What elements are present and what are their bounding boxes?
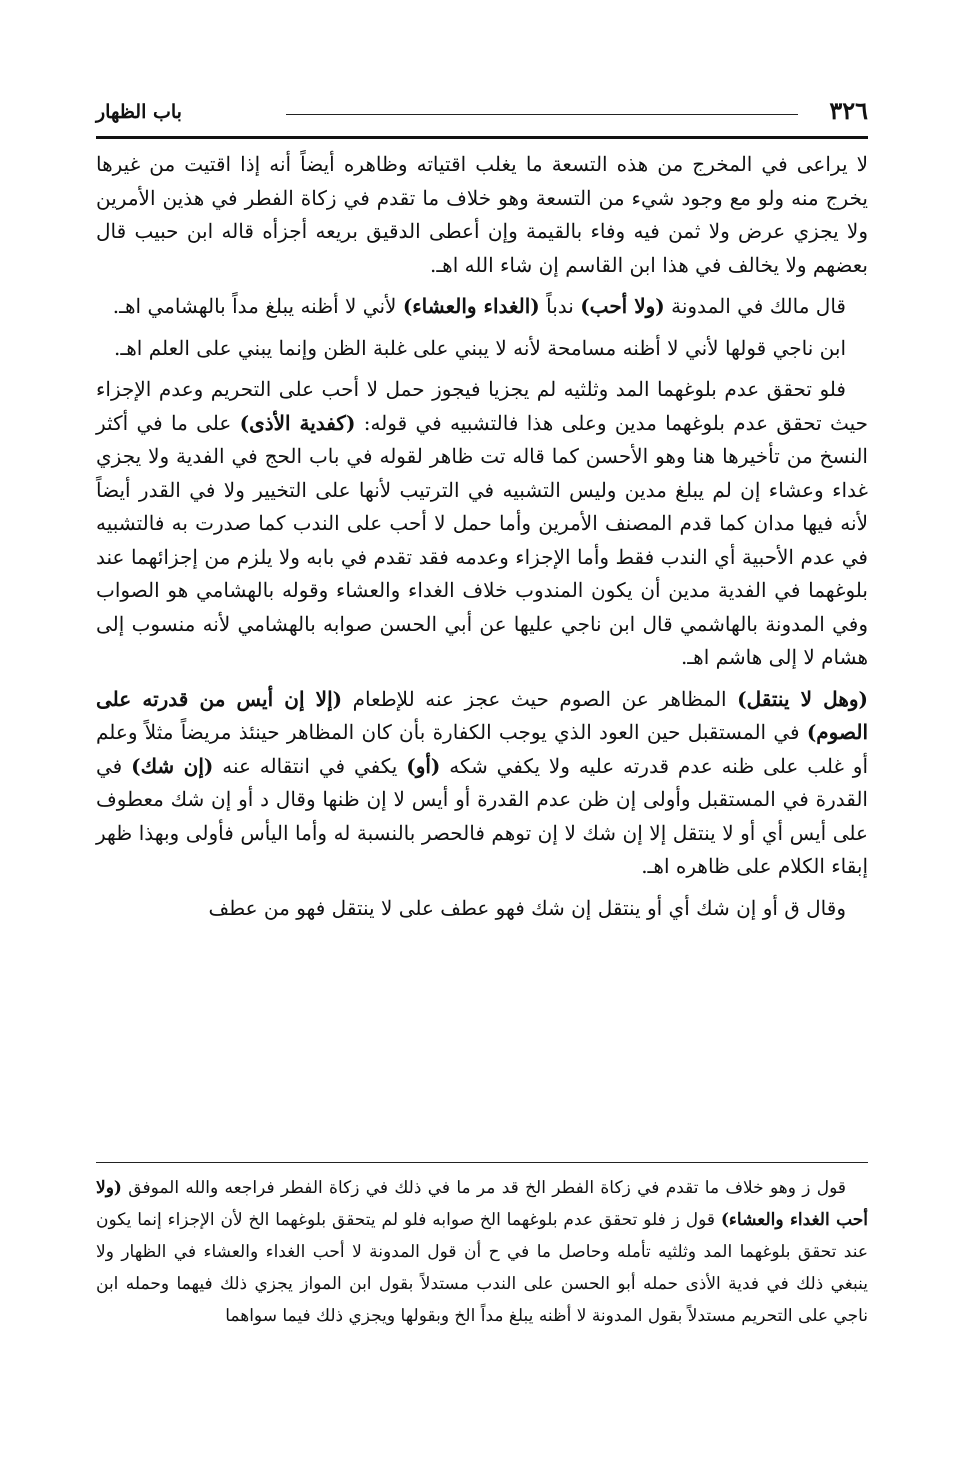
bold-matn-text: (وهل لا ينتقل): [737, 686, 868, 711]
commentary-text: فلو تحقق عدم بلوغهما المد وثلثيه لم يجزيا فيجوز حمل لا أحب على التحريم وعدم الإجزاء حيث تحقق عدم بلوغهما مدين وعلى هذا فالتشبيه في قوله:: [96, 377, 869, 435]
bold-matn-text: (إلا إن أيس من قدرته على الصوم): [96, 686, 868, 744]
header-divider-line: [286, 114, 798, 115]
bold-matn-text: (إن شك): [131, 753, 214, 778]
main-text: [96, 148, 868, 933]
commentary-text: في القدرة في المستقبل وأولى إن ظن عدم القدرة أو أيس لا إن ظنها وقال د أو إن شك معطوف على أيس أي أو لا ينتقل إلا إن شك لا إن توهم فالحصر بالنسبة له وأما اليأس فأولى وبهذا ظهر إبقاء الكلام على ظاهره اهـ.: [96, 753, 868, 878]
bold-matn-text: (ولا أحب): [580, 294, 665, 318]
page-number: ٣٢٦: [829, 96, 868, 125]
commentary-text: يكفي في انتقاله عنه: [213, 753, 407, 778]
chapter-title: باب الظهار: [96, 101, 182, 123]
paragraph: [96, 290, 868, 324]
bold-matn-text: (أو): [406, 753, 441, 778]
bold-matn-text: (الغداء والعشاء): [402, 294, 540, 318]
commentary-text: لأني لا أظنه يبلغ مداً بالهشامي اهـ.: [112, 294, 403, 318]
footnotes: [96, 1172, 868, 1332]
bold-matn-text: (ولا أحب الغداء والعشاء): [96, 1178, 868, 1230]
paragraph: [96, 892, 868, 926]
paragraph: [96, 373, 868, 675]
commentary-text: قال مالك في المدونة: [664, 294, 846, 318]
commentary-text: قول ز وهو خلاف ما تقدم في زكاة الفطر الخ قد مر ما في ذلك في زكاة الفطر فراجعه والله الموفق: [121, 1178, 846, 1198]
paragraph: [96, 148, 868, 282]
header-rule: [96, 136, 868, 139]
commentary-text: وقال ق أو إن شك أي أو ينتقل إن شك فهو عطف على لا ينتقل فهو من عطف: [208, 895, 846, 920]
commentary-text: قول ز فلو تحقق عدم بلوغهما الخ صوابه فلو لم يتحقق بلوغهما الخ لأن الإجزاء إنما يكون عند تحقق بلوغهما المد وثلثيه تأمله وحاصل ما في ح أن قول المدونة لا أحب الغداء والعشاء في الظهار ولا ينبغي ذلك في فدية الأذى حمله أبو الحسن على الندب مستدلاً بقول ابن المواز يجزي ذلك فيهما وحمله ابن ناجي على التحريم مستدلاً بقول المدونة لا أظنه يبلغ مداً الخ وبقولها ويجزي ذلك فيما سواهما: [96, 1210, 868, 1326]
commentary-text: لا يراعى في المخرج من هذه التسعة ما يغلب اقتياته وظاهره أيضاً أنه إذا اقتيت من غيرها يخرج منه ولو مع وجود شيء من التسعة وهو خلاف ما تقدم في زكاة الفطر في هذين الأمرين ولا يجزي عرض ولا ثمن فيه وفاء بالقيمة وإن أعطى الدقيق بريعه أجزأه قاله ابن حبيب قال بعضهم ولا يخالف في هذا ابن القاسم إن شاء الله اهـ.: [96, 152, 868, 277]
commentary-text: ابن ناجي قولها لأني لا أظنه مسامحة لأنه لا يبني على غلبة الظن وإنما يبني على العلم اهـ.: [114, 335, 846, 360]
commentary-text: المظاهر عن الصوم حيث عجز عنه للإطعام: [342, 686, 738, 711]
page-header: [96, 96, 868, 130]
footnote-separator: [96, 1162, 868, 1163]
bold-matn-text: (كفدية الأذى): [239, 410, 356, 435]
commentary-text: ندباً: [539, 294, 581, 318]
footnote-paragraph: [96, 1172, 868, 1332]
commentary-text: على ما في أكثر النسخ من تأخيرها هنا وهو الأحسن كما قاله تت ظاهر لقوله في باب الحج في الفدية ولا يجزي غداء وعشاء إن لم يبلغ مدين وليس التشبيه في الترتيب لأنها على التخيير ولا في القدر أيضاً لأنه فيها مدان كما قدم المصنف الأمرين وأما حمل لا أحب على الندب كما صدرت به فالتشبيه في عدم الأحبية أي الندب فقط وأما الإجزاء وعدمه فقد تقدم في بابه ولا يلزم من إجزائهما عند بلوغهما في الفدية مدين أن يكون المندوب خلاف الغداء والعشاء وقوله بالهشامي هو الصواب وفي المدونة بالهاشمي قال ابن ناجي عليها عن أبي الحسن صوابه بالهشامي لأنه منسوب إلى هشام لا إلى هاشم اهـ.: [96, 410, 868, 669]
commentary-text: في المستقبل حين العود الذي يوجب الكفارة بأن كان المظاهر حينئذ مريضاً مثلاً وعلم أو غلب على ظنه عدم قدرته عليه ولا يكفي شكه: [96, 720, 869, 778]
paragraph: [96, 332, 868, 366]
paragraph: [96, 683, 868, 884]
